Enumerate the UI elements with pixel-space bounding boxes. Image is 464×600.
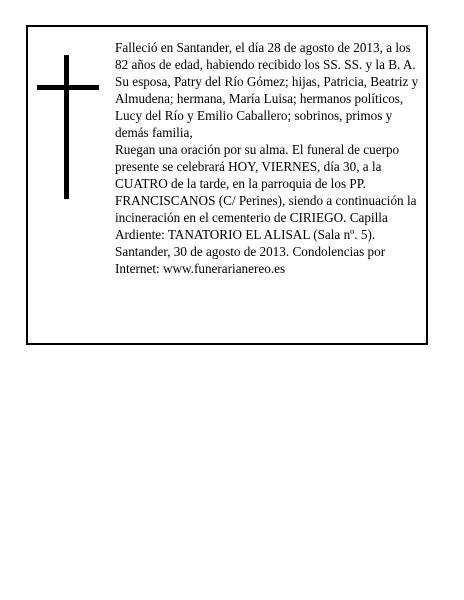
obituary-paragraph-death: Falleció en Santander, el día 28 de agosto de 2013, a los 82 años de edad, habiendo recibido los SS. SS. y la B. A. <box>115 40 416 72</box>
obituary-paragraph-funeral: Ruegan una oración por su alma. El funeral de cuerpo presente se celebrará HOY, VIERNES, día 30, a la CUATRO de la tarde, en la parroquia de los PP. FRANCISCANOS (C/ Perines), siendo a continuación la incineración en el cementerio de CIRIEGO. Capilla Ardiente: TANATORIO EL ALISAL (Sala nº. 5). <box>115 142 417 242</box>
cross-vertical-bar <box>64 55 69 199</box>
cross-icon <box>37 55 99 199</box>
cross-horizontal-bar <box>37 85 99 90</box>
obituary-notice <box>26 25 428 345</box>
obituary-paragraph-closing: Santander, 30 de agosto de 2013. Condolencias por Internet: www.funerarianereo.es <box>115 244 386 276</box>
obituary-paragraph-family: Su esposa, Patry del Río Gómez; hijas, Patricia, Beatriz y Almudena; hermana, María Luisa; hermanos políticos, Lucy del Río y Emilio Caballero; sobrinos, primos y demás familia, <box>115 74 419 140</box>
obituary-text <box>115 39 421 277</box>
